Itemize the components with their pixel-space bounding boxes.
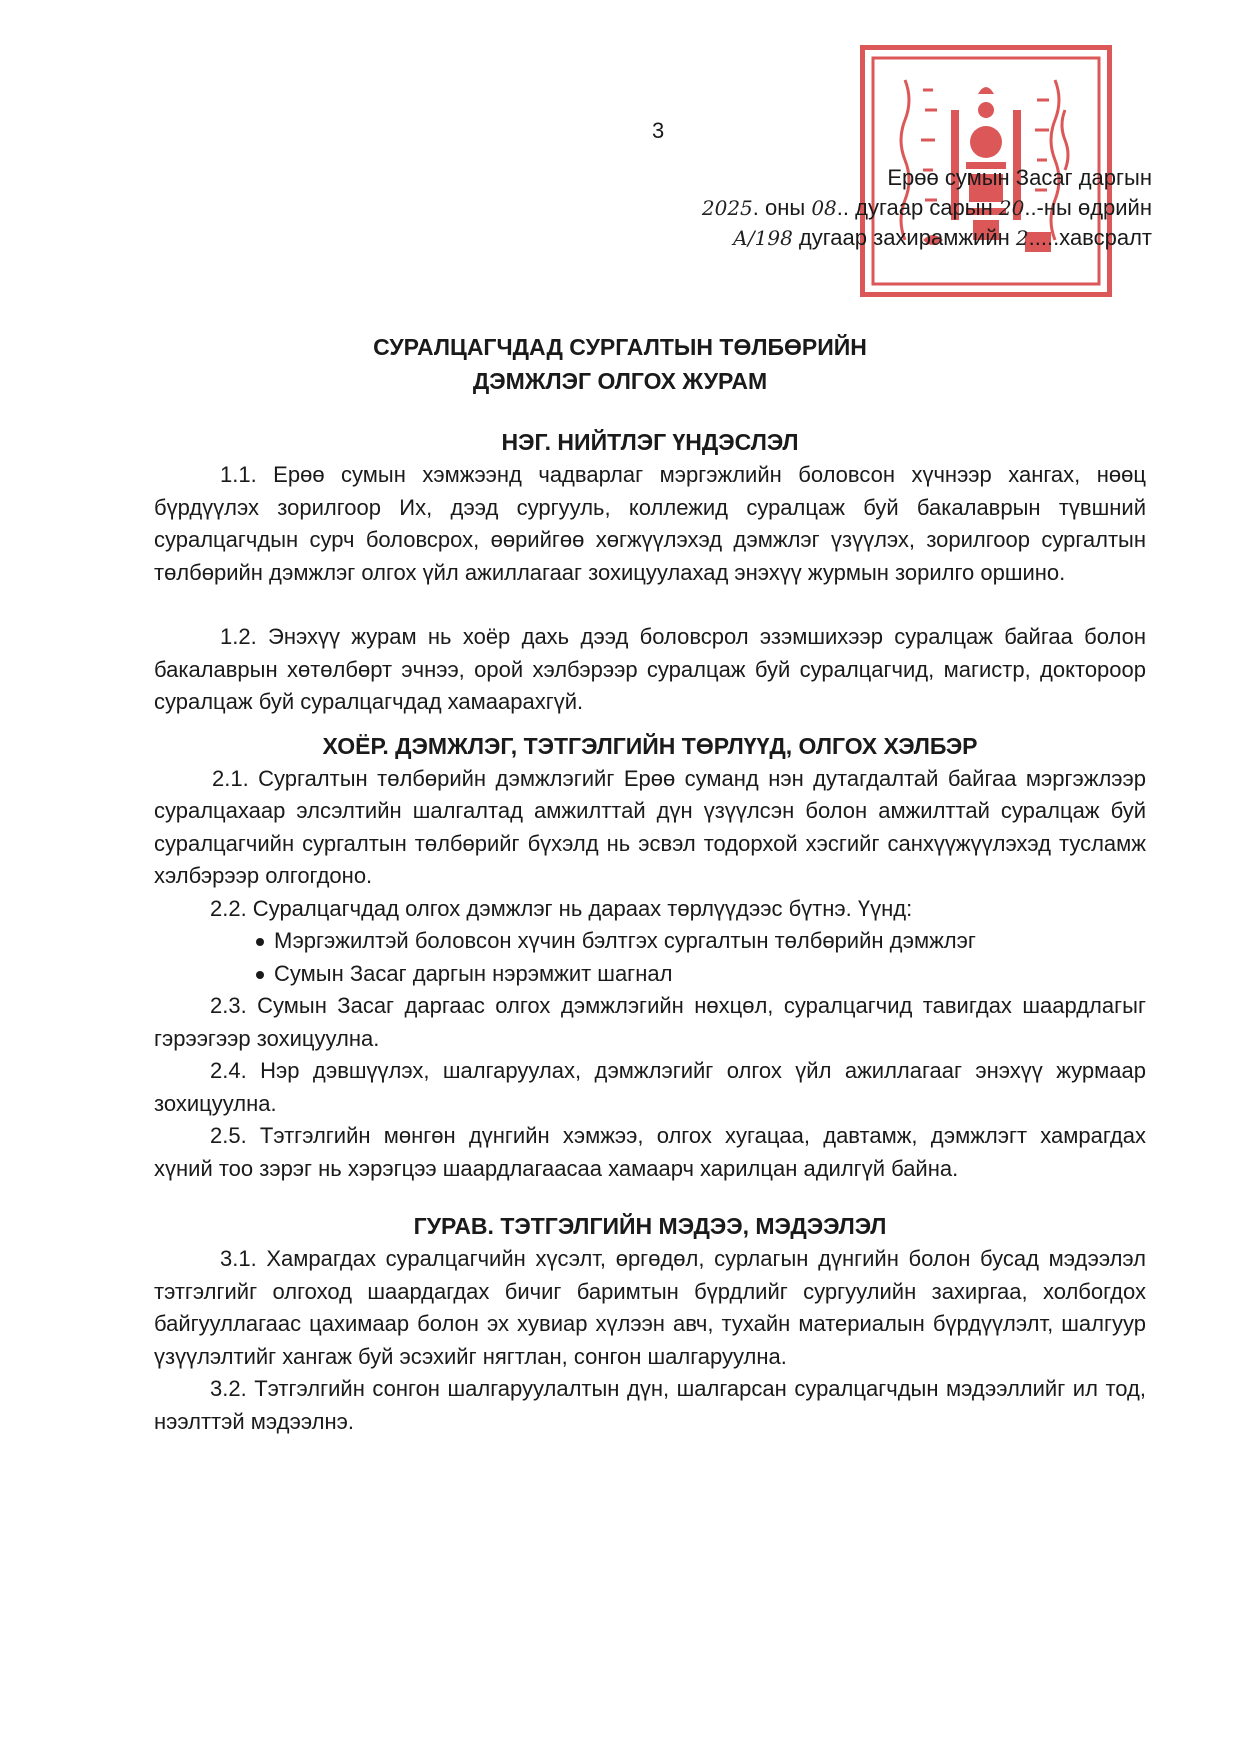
page-number: 3 [652,118,665,143]
handwritten-annex-number: 2 [1015,226,1029,250]
approval-line-3 [702,223,1152,253]
list-item: Мэргэжилтэй боловсон хүчин бэлтгэх сургалтын төлбөрийн дэмжлэг [252,925,1146,958]
title-line-1: СУРАЛЦАГЧДАД СУРГАЛТЫН ТӨЛБӨРИЙН [373,334,867,360]
year-suffix: . оны [752,195,806,220]
paragraph-2-5: 2.5. Тэтгэлгийн мөнгөн дүнгийн хэмжээ, олгох хугацаа, давтамж, дэмжлэгт хамрагдах хүний тоо зэрэг нь хэрэгцээ шаардлагаасаа хамаарч харилцан адилгүй байна. [154,1123,1146,1181]
handwritten-order-number: А/198 [732,226,793,250]
handwritten-year: 2025 [701,196,753,220]
section-1-heading: НЭГ. НИЙТЛЭГ ҮНДЭСЛЭЛ [501,429,799,455]
order-suffix: дугаар захирамжийн [792,225,1010,250]
support-types-list [154,925,1146,990]
approval-line-1: Ерөө сумын Засаг даргын [887,165,1152,190]
document-body [154,425,1146,1438]
annex-suffix: .....хавсралт [1028,225,1152,250]
paragraph-3-1: 3.1. Хамрагдах суралцагчийн хүсэлт, өргөдөл, сурлагын дүнгийн болон бусад мэдээлэл тэтгэлгийг олгоход шаардагдах бичиг баримтын бүрдлийг сургуулийн захиргаа, холбогдох байгууллагаас цахимаар болон эх хувиар хүлээн авч, тухайн материалын бүрдүүлэлт, шалгуур үзүүлэлтийг хангаж буй эсэхийг нягтлан, сонгон шалгаруулна. [154,1246,1146,1369]
paragraph-2-2: 2.2. Суралцагчдад олгох дэмжлэг нь дараах төрлүүдээс бүтнэ. Үүнд: [210,895,913,921]
month-suffix: .. дугаар сарын [836,195,993,220]
list-item: Сумын Засаг даргын нэрэмжит шагнал [252,958,1146,991]
handwritten-day: 20 [998,196,1025,220]
approval-line-2 [702,193,1152,223]
paragraph-3-2: 3.2. Тэтгэлгийн сонгон шалгаруулалтын дүн, шалгарсан суралцагчдын мэдээллийг ил тод, нээлттэй мэдээлнэ. [154,1376,1146,1434]
paragraph-1-1: 1.1. Ерөө сумын хэмжээнд чадварлаг мэргэжлийн боловсон хүчнээр хангах, нөөц бүрдүүлэх зорилгоор Их, дээд сургууль, коллежид суралцаж буй бакалаврын түвшний суралцагчдын сурч боловсрох, өөрийгөө хөгжүүлэхэд дэмжлэг үзүүлэх, зорилгоор сургалтын төлбөрийн дэмжлэг олгох үйл ажиллагааг зохицуулахад энэхүү журмын зорилго оршино. [154,462,1146,585]
paragraph-2-3: 2.3. Сумын Засаг даргаас олгох дэмжлэгийн нөхцөл, суралцагчид тавигдах шаардлагыг гэрээгээр зохицуулна. [154,993,1146,1051]
title-line-2: ДЭМЖЛЭГ ОЛГОХ ЖУРАМ [472,368,768,394]
paragraph-2-1: 2.1. Сургалтын төлбөрийн дэмжлэгийг Ерөө суманд нэн дутагдалтай байгаа мэргэжлээр суралцахаар элсэлтийн шалгалтад амжилттай дүн үзүүлсэн болон амжилттай суралцаж буй суралцагчийн сургалтын төлбөрийг бүхэлд нь эсвэл тодорхой хэсгийг санхүүжүүлэхэд тусламж хэлбэрээр олгогдоно. [154,765,1146,888]
paragraph-1-2: 1.2. Энэхүү журам нь хоёр дахь дээд боловсрол эзэмшихээр суралцаж байгаа болон бакалаврын хөтөлбөрт эчнээ, орой хэлбэрээр суралцаж буй суралцагчид, магистр, доктороор суралцаж буй суралцагчдад хамаарахгүй. [154,624,1146,714]
section-3-heading: ГУРАВ. ТЭТГЭЛГИЙН МЭДЭЭ, МЭДЭЭЛЭЛ [413,1213,887,1239]
paragraph-2-4: 2.4. Нэр дэвшүүлэх, шалгаруулах, дэмжлэгийг олгох үйл ажиллагааг энэхүү журмаар зохицуулна. [154,1058,1146,1116]
section-2-heading: ХОЁР. ДЭМЖЛЭГ, ТЭТГЭЛГИЙН ТӨРЛҮҮД, ОЛГОХ ХЭЛБЭР [322,732,978,759]
approval-block [702,163,1152,253]
handwritten-month: 08 [811,196,837,220]
day-suffix: ..-ны өдрийн [1024,195,1152,220]
document-title [0,330,1240,398]
